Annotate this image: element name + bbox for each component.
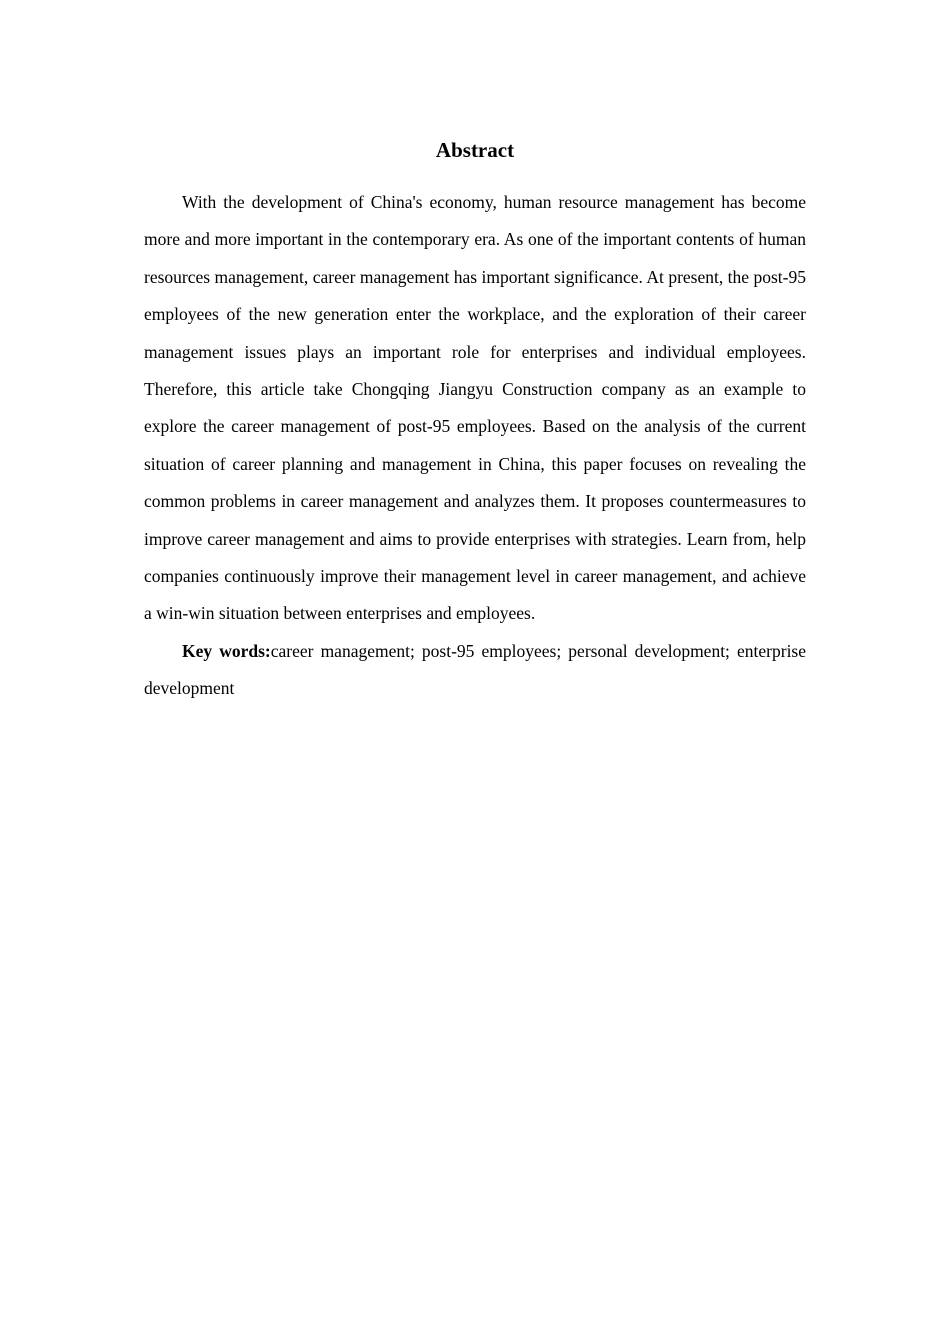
abstract-section: [144, 134, 806, 708]
keywords-line: [144, 633, 806, 708]
abstract-paragraph: With the development of China's economy, human resource management has become more and more important in the contemporary era. As one of the important contents of human resources management, career management has important significance. At present, the post-95 employees of the new generation enter the workplace, and the exploration of their career management issues plays an important role for enterprises and individual employees. Therefore, this article take Chongqing Jiangyu Construction company as an example to explore the career management of post-95 employees. Based on the analysis of the current situation of career planning and management in China, this paper focuses on revealing the common problems in career management and analyzes them. It proposes countermeasures to improve career management and aims to provide enterprises with strategies. Learn from, help companies continuously improve their management level in career management, and achieve a win-win situation between enterprises and employees.: [144, 192, 806, 624]
keywords-list: career management; post-95 employees; personal development; enterprise development: [144, 640, 807, 699]
keywords-label: Key words:: [182, 640, 271, 661]
abstract-title: Abstract: [435, 138, 515, 162]
